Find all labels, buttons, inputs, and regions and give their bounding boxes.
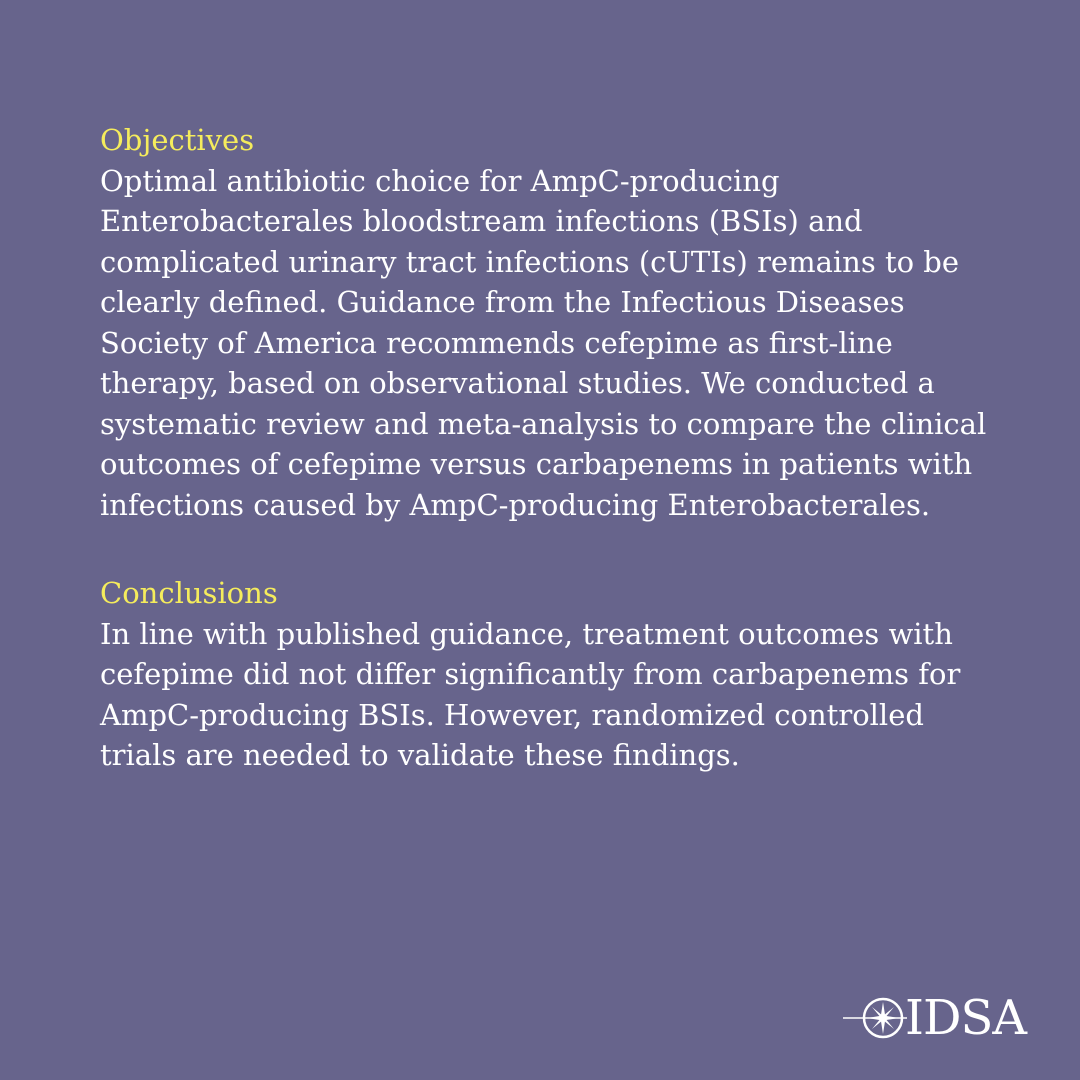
objectives-heading: Objectives: [100, 123, 255, 157]
conclusions-body: In line with published guidance, treatment outcomes with cefepime did not differ significantly from carbapenems for AmpC-producing BSIs. However, randomized controlled trials are needed to validate these findings.: [100, 616, 961, 772]
abstract-content: [100, 120, 1000, 776]
conclusions-section: [100, 573, 1000, 776]
idsa-logo: [843, 990, 1026, 1046]
star-burst-icon: [843, 990, 907, 1046]
objectives-section: [100, 120, 1000, 525]
conclusions-heading: Conclusions: [100, 576, 278, 610]
objectives-body: Optimal antibiotic choice for AmpC-producing Enterobacterales bloodstream infections (BSIs) and complicated urinary tract infections (cUTIs) remains to be clearly defined. Guidance from the Infectious Diseases Society of America recommends cefepime as first-line therapy, based on observational studies. We conducted a systematic review and meta-analysis to compare the clinical outcomes of cefepime versus carbapenems in patients with infections caused by AmpC-producing Enterobacterales.: [100, 163, 987, 522]
logo-wordmark: IDSA: [905, 990, 1026, 1046]
section-spacer: [100, 525, 1000, 573]
